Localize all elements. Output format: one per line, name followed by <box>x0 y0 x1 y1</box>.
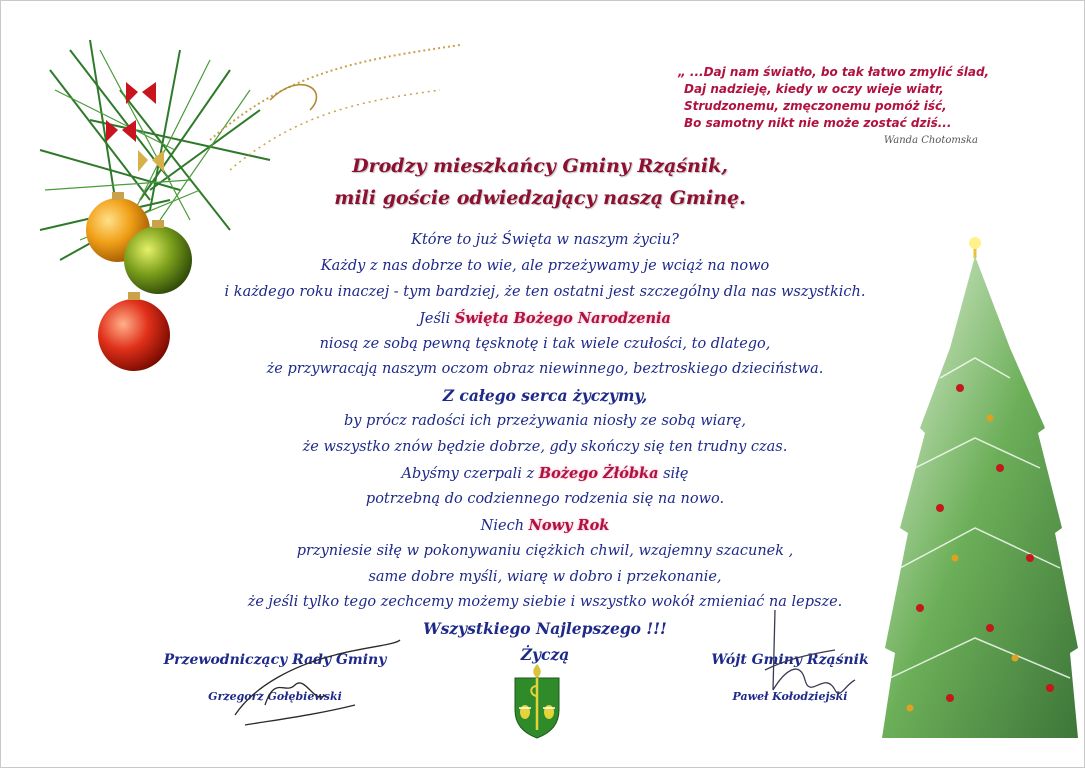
body-line: że przywracają naszym oczom obraz niewinnego, beztroskiego dzieciństwa. <box>266 361 824 378</box>
body-line: że wszystko znów będzie dobrze, gdy skończy się ten trudny czas. <box>302 439 788 456</box>
poem-quote <box>678 64 998 149</box>
body-line <box>190 306 900 332</box>
highlight-christmas: Święta Bożego Narodzenia <box>454 309 671 327</box>
council-chairman-title: Przewodniczący Rady Gminy <box>163 652 387 668</box>
body-line: potrzebną do codziennego rodzenia się na nowo. <box>365 490 725 507</box>
body-line: i każdego roku inaczej - tym bardziej, że ten ostatni jest szczególny dla nas wszystkich. <box>224 283 866 300</box>
quote-author: Wanda Chotomska <box>883 135 978 146</box>
mayor-title: Wójt Gminy Rząśnik <box>711 652 869 668</box>
body-line: przyniesie siłę w pokonywaniu ciężkich chwil, wzajemny szacunek , <box>296 542 794 559</box>
wish-heading: Z całego serca życzymy, <box>442 386 648 406</box>
highlight-manger: Bożego Żłóbka <box>538 465 659 483</box>
body-line: Które to już Święta w naszym życiu? <box>411 232 679 248</box>
handwritten-signature-right-icon <box>745 600 865 720</box>
council-chairman-name: Grzegorz Gołębiewski <box>208 690 342 703</box>
quote-line: „ ...Daj nam światło, bo tak łatwo zmylić ślad, <box>678 65 990 79</box>
quote-line: Bo samotny nikt nie może zostać dziś... <box>684 116 952 130</box>
greeting-headline <box>290 150 790 214</box>
signed-by-label: Życzą <box>520 645 570 665</box>
body-line: że jeśli tylko tego zechcemy możemy siebie i wszystko wokół zmieniać na lepsze. <box>247 594 843 611</box>
mayor-name: Paweł Kołodziejski <box>732 690 848 703</box>
highlight-new-year: Nowy Rok <box>528 516 610 534</box>
body-text: Abyśmy czerpali z <box>401 466 535 483</box>
best-wishes: Wszystkiego Najlepszego !!! <box>423 619 667 639</box>
body-line: niosą ze sobą pewną tęsknotę i tak wiele czułości, to dlatego, <box>319 335 771 352</box>
handwritten-signature-left-icon <box>215 625 415 735</box>
body-line: Każdy z nas dobrze to wie, ale przeżywamy je wciąż na nowo <box>320 257 770 274</box>
headline-line-1: Drodzy mieszkańcy Gminy Rząśnik, <box>352 155 728 177</box>
christmas-tree-icon <box>880 228 1080 758</box>
body-line <box>190 513 900 539</box>
body-line <box>190 461 900 487</box>
quote-line: Daj nadzieję, kiedy w oczy wieje wiatr, <box>684 82 944 96</box>
body-line: by prócz radości ich przeżywania niosły ze sobą wiarę, <box>343 413 747 430</box>
body-text: Jeśli <box>419 310 451 327</box>
headline-line-2: mili goście odwiedzający naszą Gminę. <box>334 187 746 209</box>
body-line: same dobre myśli, wiarę w dobro i przekonanie, <box>368 568 722 585</box>
quote-line: Strudzonemu, zmęczonemu pomóż iść, <box>684 99 947 113</box>
body-text: Niech <box>480 517 525 534</box>
coat-of-arms-icon <box>512 660 562 740</box>
body-text: siłę <box>663 466 689 483</box>
